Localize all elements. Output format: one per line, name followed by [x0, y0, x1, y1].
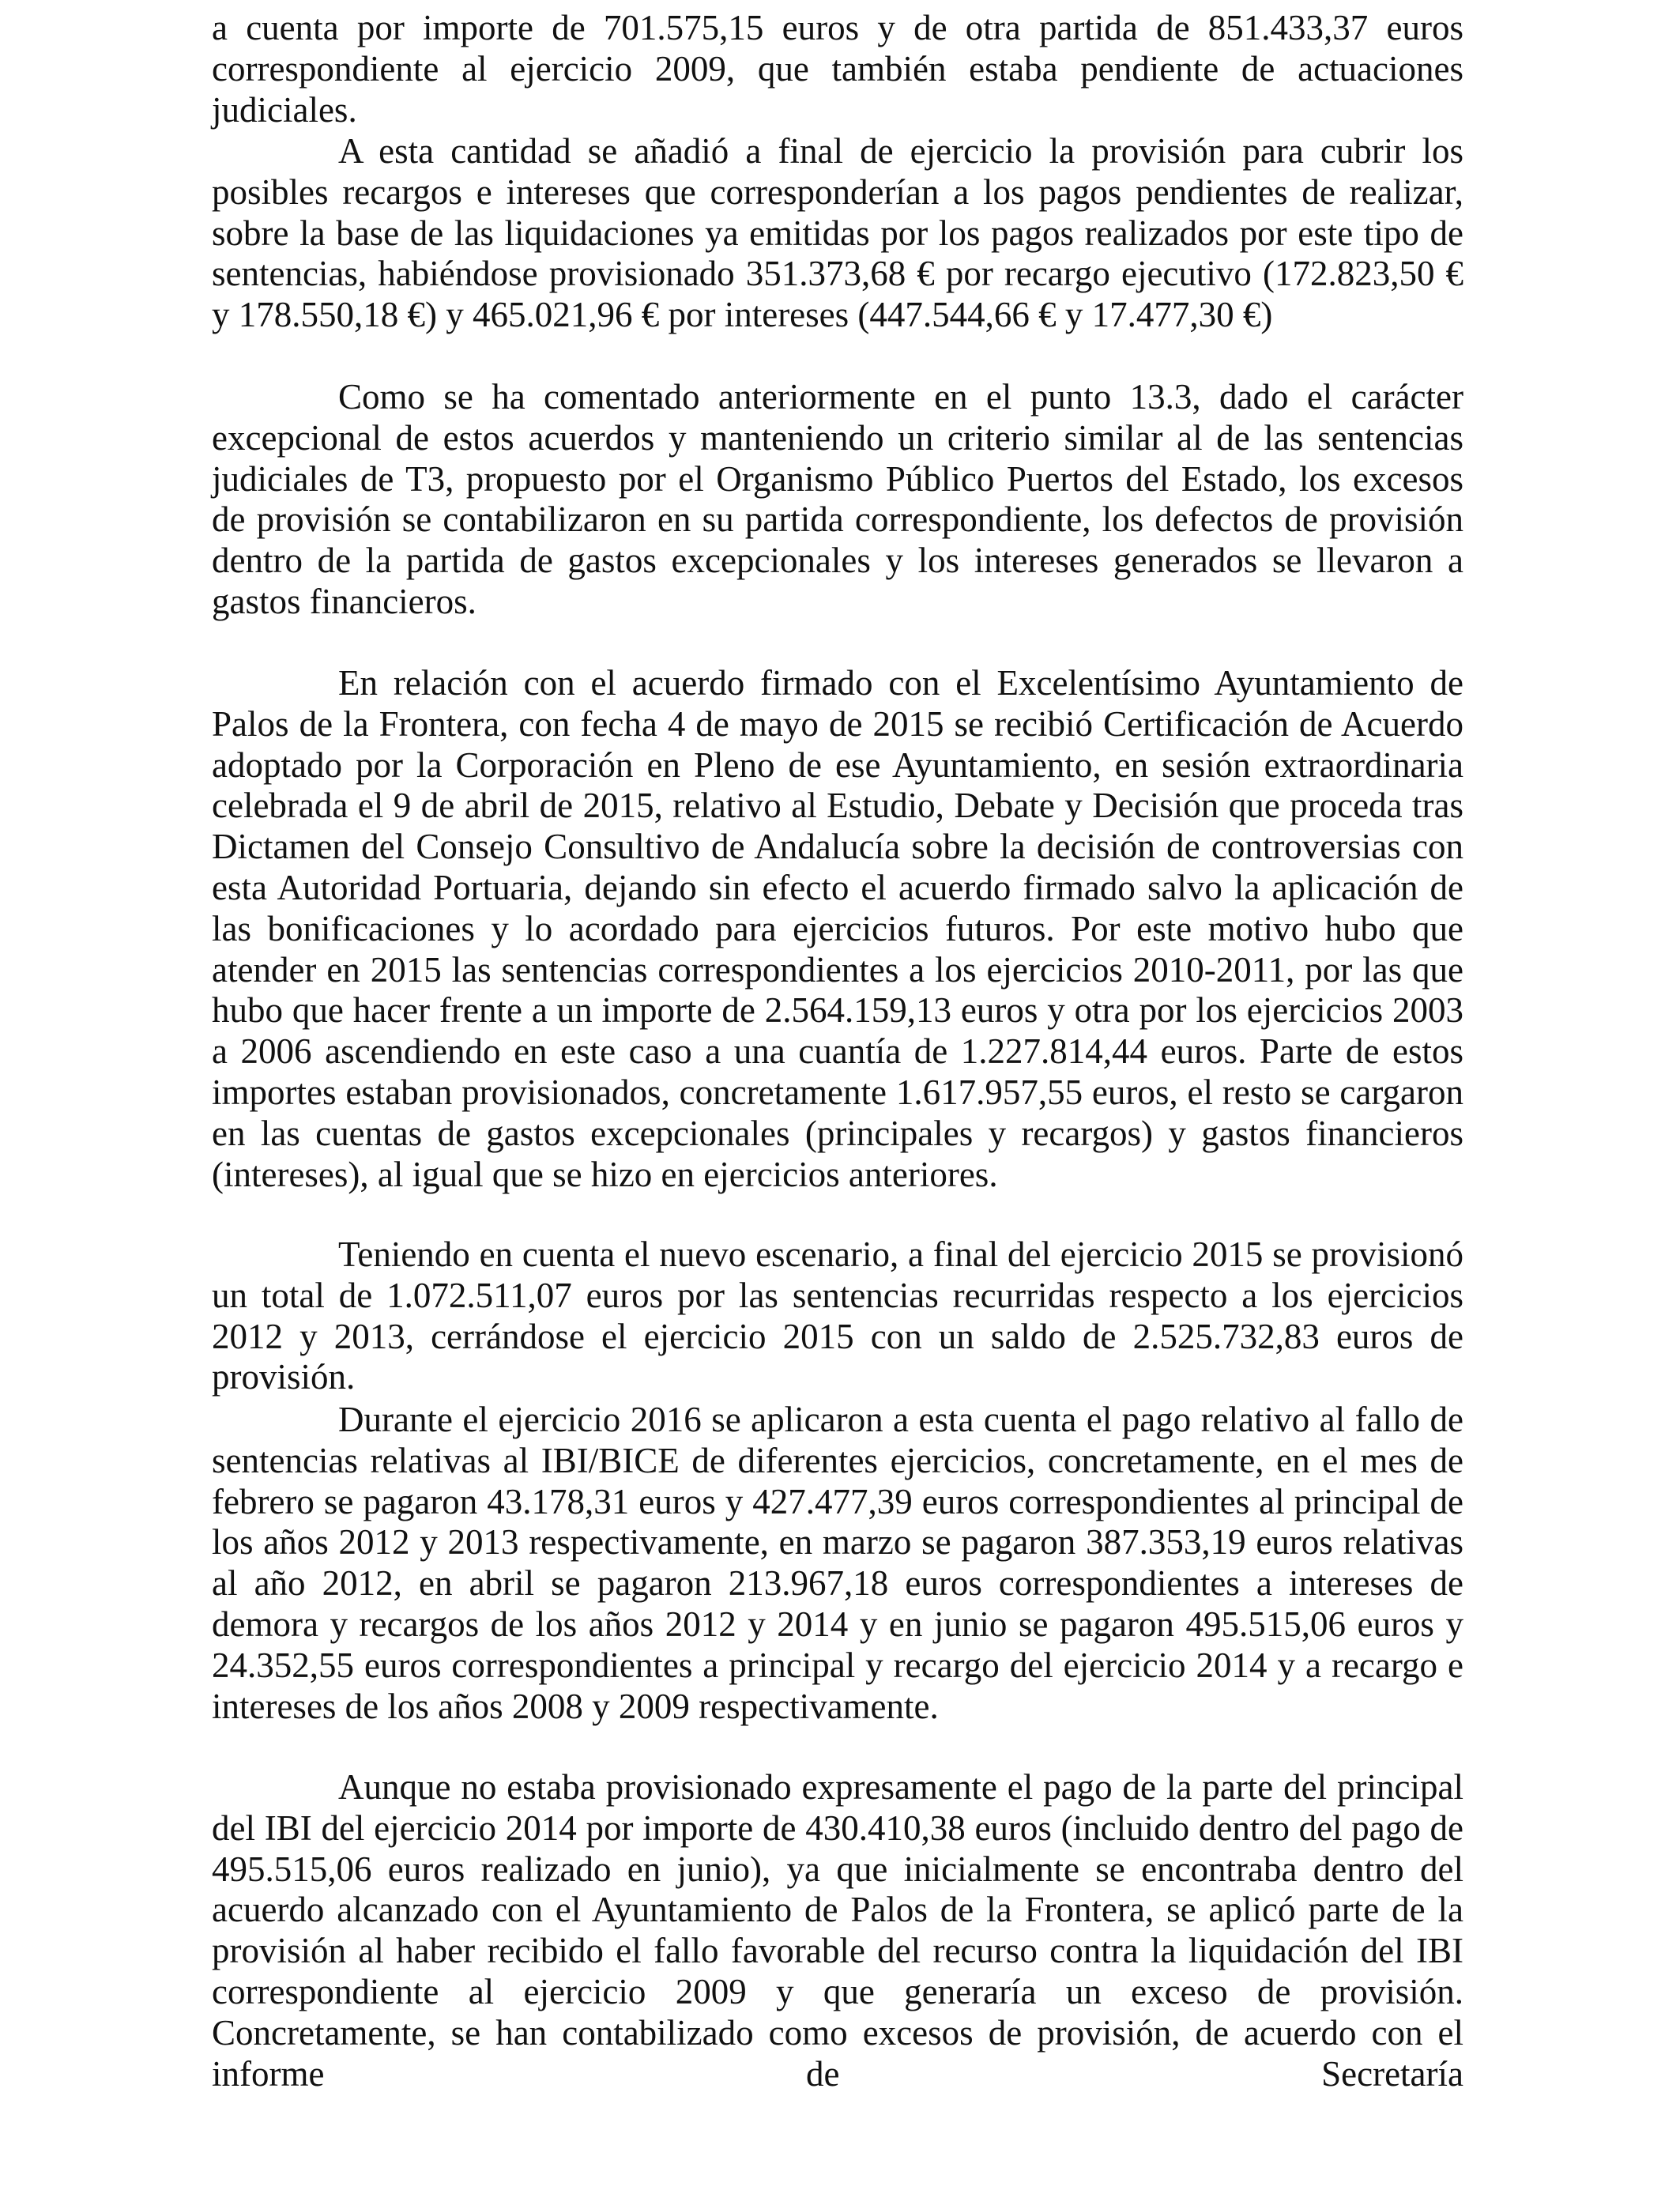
paragraph-provision-recargos: A esta cantidad se añadió a final de ejercicio la provisión para cubrir los posibles recargos e intereses que corresponderían a los pagos pendientes de realizar, sobre la base de las liquidaciones ya emitidas por los pagos realizados por este tipo de sentencias, habiéndose provisionado 351.373,68 € por recargo ejecutivo (172.823,50 € y 178.550,18 €) y 465.021,96 € por intereses (447.544,66 € y 17.477,30 €)	[212, 131, 1463, 335]
paragraph-acuerdo-ayuntamiento: En relación con el acuerdo firmado con el Excelentísimo Ayuntamiento de Palos de la Frontera, con fecha 4 de mayo de 2015 se recibió Certificación de Acuerdo adoptado por la Corporación en Pleno de ese Ayuntamiento, en sesión extraordinaria celebrada el 9 de abril de 2015, relativo al Estudio, Debate y Decisión que proceda tras Dictamen del Consejo Consultivo de Andalucía sobre la decisión de controversias con esta Autoridad Portuaria, dejando sin efecto el acuerdo firmado salvo la aplicación de las bonificaciones y lo acordado para ejercicios futuros. Por este motivo hubo que atender en 2015 las sentencias correspondientes a los ejercicios 2010-2011, por las que hubo que hacer frente a un importe de 2.564.159,13 euros y otra por los ejercicios 2003 a 2006 ascendiendo en este caso a una cuantía de 1.227.814,44 euros. Parte de estos importes estaban provisionados, concretamente 1.617.957,55 euros, el resto se cargaron en las cuentas de gastos excepcionales (principales y recargos) y gastos financieros (intereses), al igual que se hizo en ejercicios anteriores.	[212, 663, 1463, 1194]
paragraph-ibi-2014: Aunque no estaba provisionado expresamente el pago de la parte del principal del IBI del ejercicio 2014 por importe de 430.410,38 euros (incluido dentro del pago de 495.515,06 euros realizado en junio), ya que inicialmente se encontraba dentro del acuerdo alcanzado con el Ayuntamiento de Palos de la Frontera, se aplicó parte de la provisión al haber recibido el fallo favorable del recurso contra la liquidación del IBI correspondiente al ejercicio 2009 y que generaría un exceso de provisión. Concretamente, se han contabilizado como excesos de provisión, de acuerdo con el informe de Secretaría	[212, 1767, 1463, 2094]
paragraph-ejercicio-2016: Durante el ejercicio 2016 se aplicaron a esta cuenta el pago relativo al fallo de sentencias relativas al IBI/BICE de diferentes ejercicios, concretamente, en el mes de febrero se pagaron 43.178,31 euros y 427.477,39 euros correspondientes al principal de los años 2012 y 2013 respectivamente, en marzo se pagaron 387.353,19 euros relativas al año 2012, en abril se pagaron 213.967,18 euros correspondientes a intereses de demora y recargos de los años 2012 y 2014 y en junio se pagaron 495.515,06 euros y 24.352,55 euros correspondientes a principal y recargo del ejercicio 2014 y a recargo e intereses de los años 2008 y 2009 respectivamente.	[212, 1400, 1463, 1726]
paragraph-continuation: a cuenta por importe de 701.575,15 euros y de otra partida de 851.433,37 euros correspondiente al ejercicio 2009, que también estaba pendiente de actuaciones judiciales.	[212, 8, 1463, 130]
paragraph-criterio-contable: Como se ha comentado anteriormente en el punto 13.3, dado el carácter excepcional de estos acuerdos y manteniendo un criterio similar al de las sentencias judiciales de T3, propuesto por el Organismo Público Puertos del Estado, los excesos de provisión se contabilizaron en su partida correspondiente, los defectos de provisión dentro de la partida de gastos excepcionales y los intereses generados se llevaron a gastos financieros.	[212, 377, 1463, 621]
paragraph-escenario-2015: Teniendo en cuenta el nuevo escenario, a final del ejercicio 2015 se provisionó un total de 1.072.511,07 euros por las sentencias recurridas respecto a los ejercicios 2012 y 2013, cerrándose el ejercicio 2015 con un saldo de 2.525.732,83 euros de provisión.	[212, 1235, 1463, 1397]
